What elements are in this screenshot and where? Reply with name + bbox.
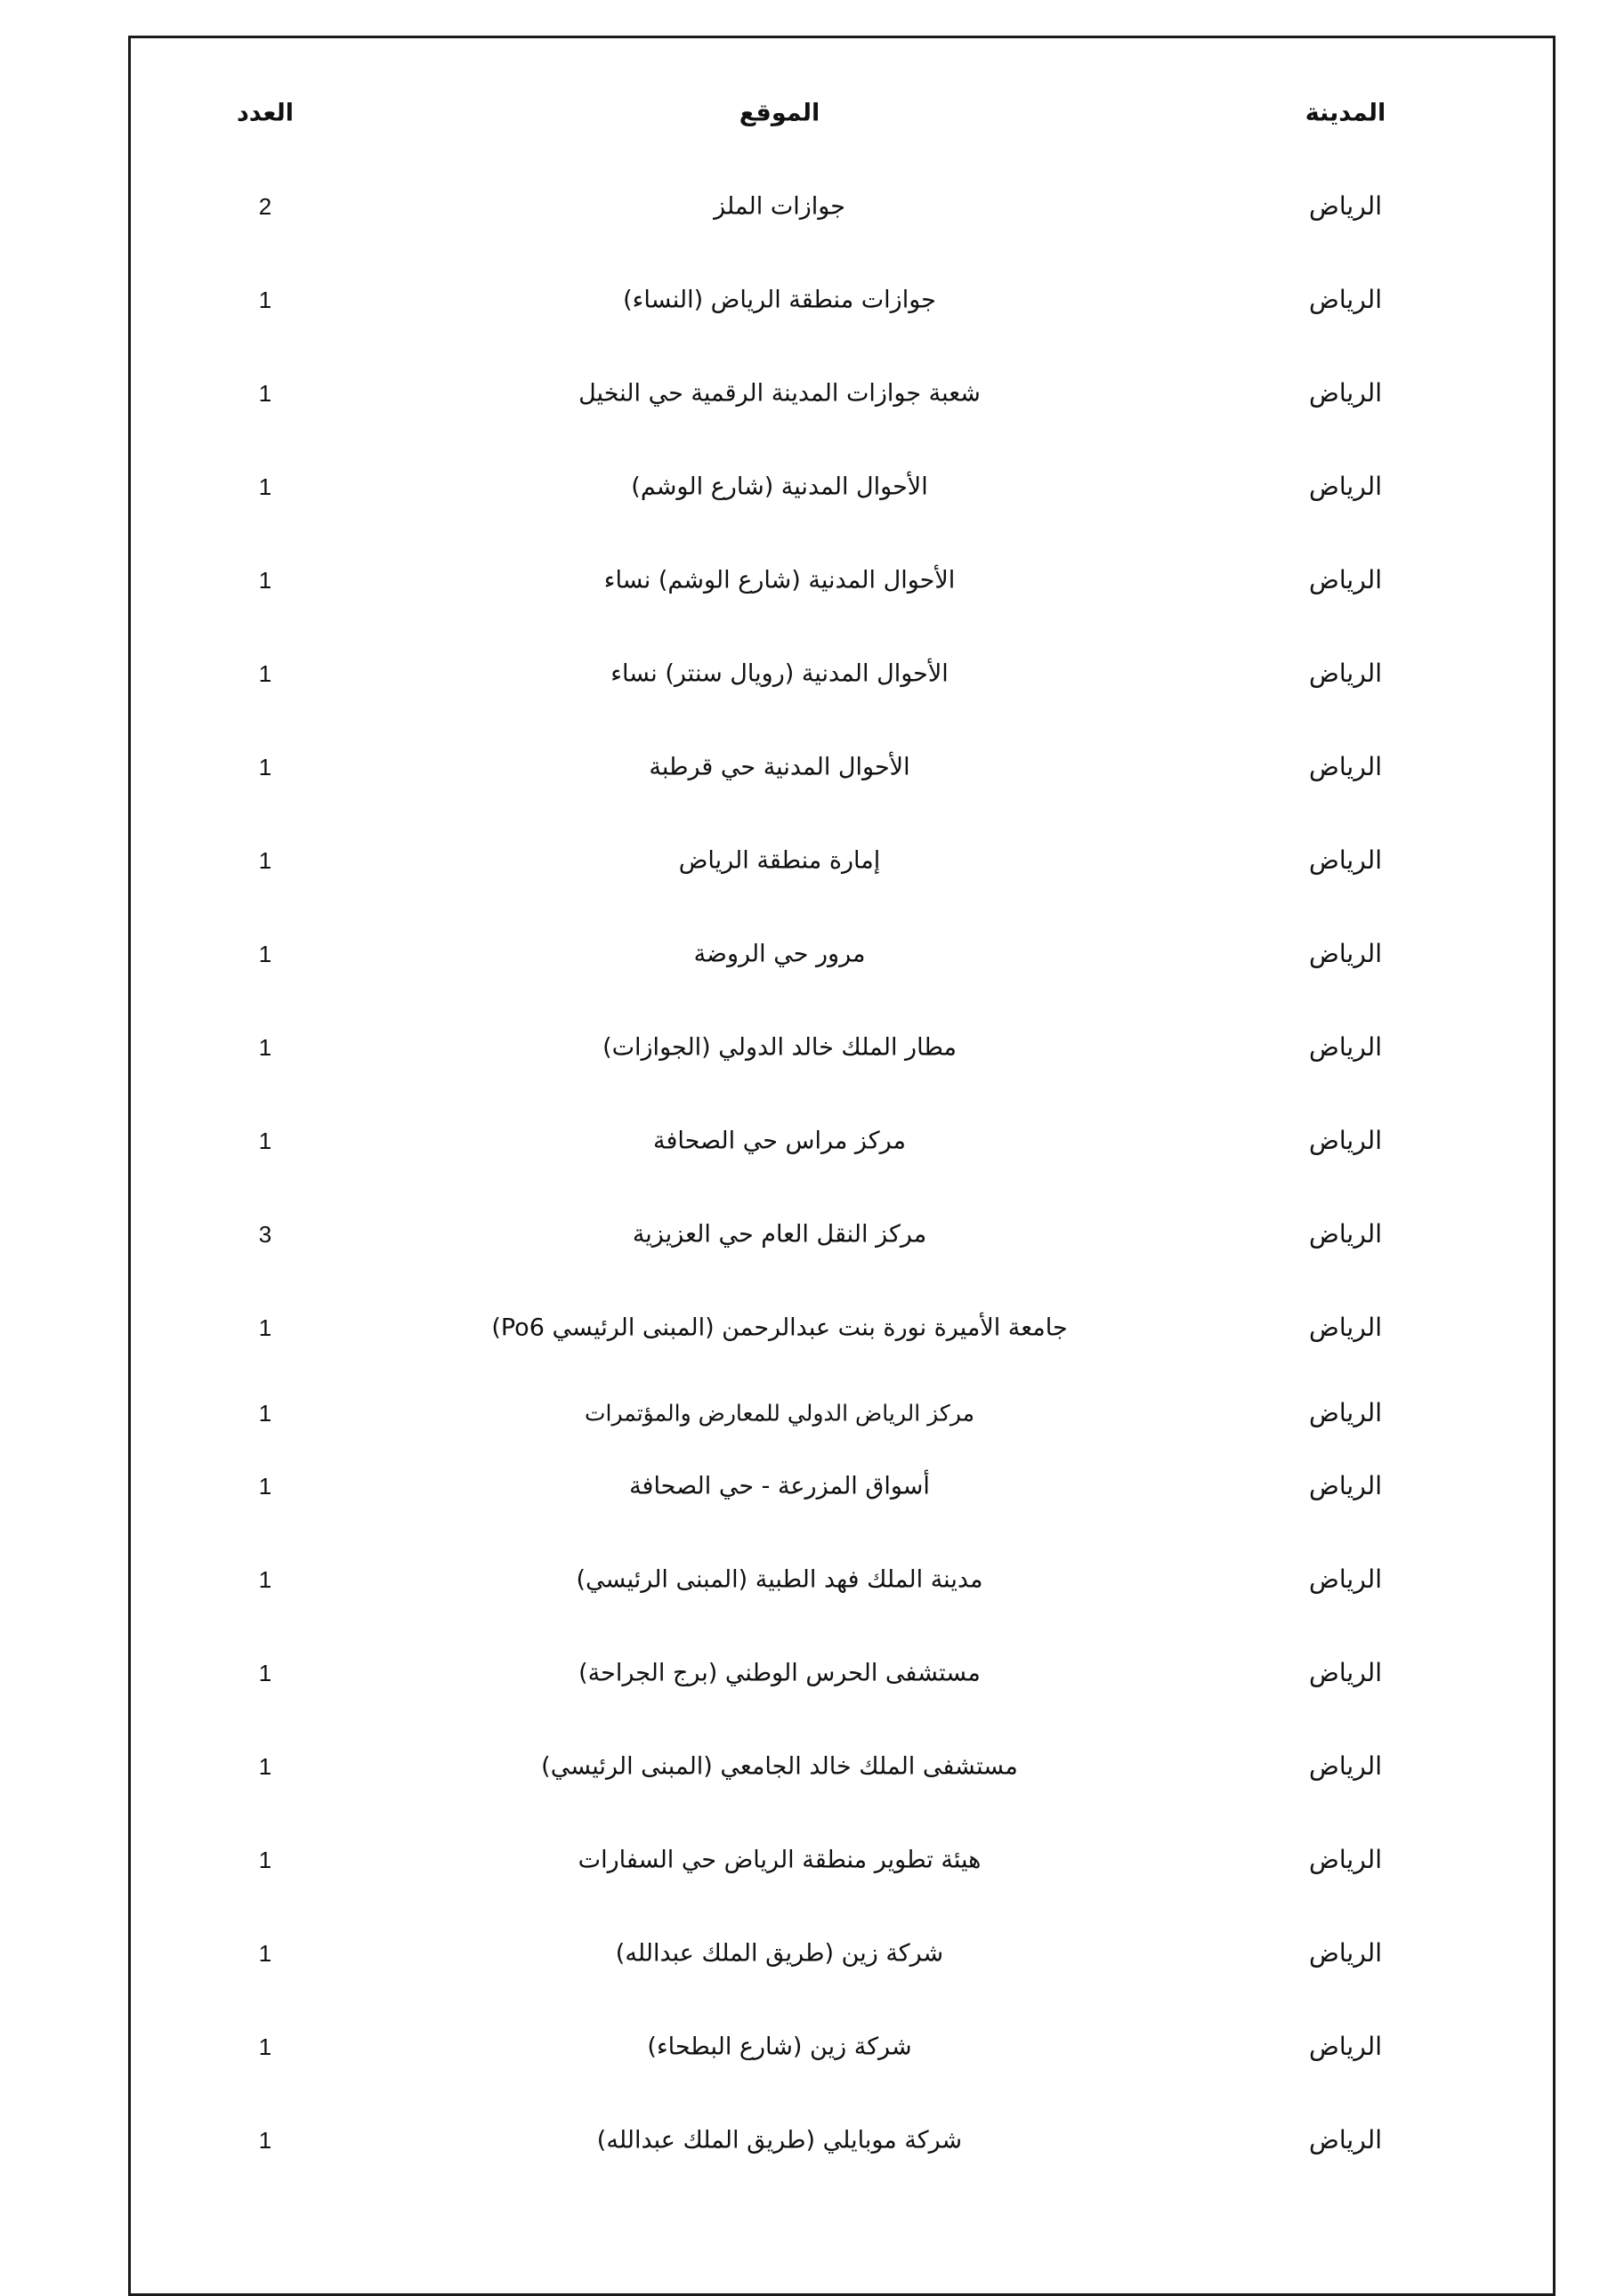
cell-count: 1 (258, 1128, 272, 1154)
header-location: الموقع (739, 99, 820, 127)
header-count: العدد (236, 99, 295, 127)
cell-location: الأحوال المدنية حي قرطبة (649, 753, 910, 781)
cell-count: 2 (258, 193, 272, 220)
cell-city: الرياض (1309, 1398, 1382, 1427)
cell-count: 1 (258, 1940, 272, 1967)
cell-count: 1 (258, 660, 272, 687)
cell-city: الرياض (1309, 1658, 1382, 1687)
cell-count: 1 (258, 1400, 272, 1427)
cell-count: 1 (258, 1847, 272, 1873)
cell-count: 1 (258, 754, 272, 780)
cell-city: الرياض (1309, 565, 1382, 594)
cell-count: 1 (258, 1660, 272, 1686)
cell-location: هيئة تطوير منطقة الرياض حي السفارات (578, 1846, 982, 1874)
cell-city: الرياض (1309, 1471, 1382, 1500)
cell-location: مستشفى الحرس الوطني (برج الجراحة) (578, 1659, 981, 1687)
cell-count: 1 (258, 287, 272, 313)
cell-city: الرياض (1309, 1032, 1382, 1062)
cell-location: شركة زين (شارع البطحاء) (647, 2033, 912, 2061)
cell-location: مركز مراس حي الصحافة (652, 1127, 907, 1155)
cell-city: الرياض (1309, 1845, 1382, 1874)
cell-city: الرياض (1309, 1938, 1382, 1968)
cell-location: شركة موبايلي (طريق الملك عبدالله) (596, 2126, 963, 2155)
cell-city: الرياض (1309, 1219, 1382, 1249)
cell-city: الرياض (1309, 472, 1382, 501)
cell-city: الرياض (1309, 2032, 1382, 2061)
cell-location: مطار الملك خالد الدولي (الجوازات) (602, 1033, 957, 1062)
cell-city: الرياض (1309, 752, 1382, 781)
cell-city: الرياض (1309, 378, 1382, 408)
cell-count: 1 (258, 1753, 272, 1780)
cell-location: جوازات منطقة الرياض (النساء) (623, 286, 936, 314)
cell-city: الرياض (1309, 939, 1382, 968)
cell-location: الأحوال المدنية (شارع الوشم) (631, 473, 928, 501)
cell-count: 3 (258, 1221, 272, 1248)
cell-count: 1 (258, 473, 272, 500)
cell-city: الرياض (1309, 2125, 1382, 2155)
cell-location: مركز النقل العام حي العزيزية (632, 1220, 927, 1249)
cell-count: 1 (258, 1034, 272, 1061)
cell-location: شعبة جوازات المدينة الرقمية حي النخيل (578, 379, 981, 408)
cell-location: الأحوال المدنية (شارع الوشم) نساء (603, 566, 956, 594)
cell-city: الرياض (1309, 1313, 1382, 1342)
cell-city: الرياض (1309, 191, 1382, 221)
cell-location: أسواق المزرعة - حي الصحافة (629, 1472, 930, 1500)
cell-location: شركة زين (طريق الملك عبدالله) (615, 1939, 944, 1968)
cell-city: الرياض (1309, 659, 1382, 688)
cell-count: 1 (258, 2033, 272, 2060)
cell-count: 1 (258, 1473, 272, 1500)
cell-count: 1 (258, 1314, 272, 1341)
cell-location: مدينة الملك فهد الطبية (المبنى الرئيسي) (576, 1565, 983, 1594)
cell-city: الرياض (1309, 1564, 1382, 1594)
cell-count: 1 (258, 847, 272, 874)
cell-count: 1 (258, 567, 272, 594)
cell-count: 1 (258, 1566, 272, 1593)
cell-location: مستشفى الملك خالد الجامعي (المبنى الرئيسي) (541, 1752, 1018, 1781)
cell-count: 1 (258, 2127, 272, 2154)
cell-location: مرور حي الروضة (693, 940, 866, 968)
cell-location: جوازات الملز (714, 192, 845, 221)
cell-city: الرياض (1309, 845, 1382, 875)
cell-location: الأحوال المدنية (رويال سنتر) نساء (610, 659, 949, 688)
cell-city: الرياض (1309, 1751, 1382, 1781)
cell-location: جامعة الأميرة نورة بنت عبدالرحمن (المبنى الرئيسي Po6) (491, 1314, 1068, 1342)
cell-count: 1 (258, 941, 272, 967)
header-city: المدينة (1305, 99, 1386, 127)
cell-location: مركز الرياض الدولي للمعارض والمؤتمرات (584, 1400, 975, 1427)
cell-count: 1 (258, 380, 272, 407)
cell-city: الرياض (1309, 1126, 1382, 1155)
cell-city: الرياض (1309, 285, 1382, 314)
cell-location: إمارة منطقة الرياض (678, 846, 881, 875)
